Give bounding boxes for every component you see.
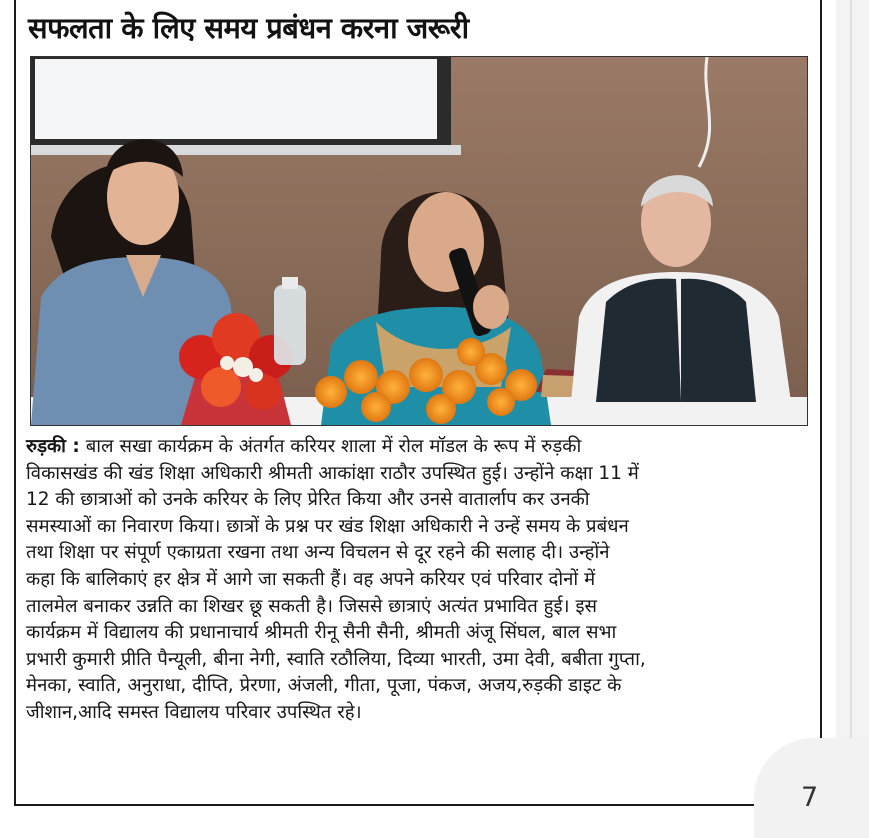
article-line: तालमेल बनाकर उन्नति का शिखर छू सकती है। जिससे छात्राएं अत्यंत प्रभावित हुई। इस xyxy=(26,595,598,617)
headline: सफलता के लिए समय प्रबंधन करना जरूरी xyxy=(28,11,469,45)
page-number: 7 xyxy=(801,782,819,813)
adjacent-page-strip xyxy=(836,0,869,812)
article-line-text: बाल सखा कार्यक्रम के अंतर्गत करियर शाला में रोल मॉडल के रूप में रुड़की xyxy=(79,436,582,457)
article-line: समस्याओं का निवारण किया। छात्रों के प्रश्न पर खंड शिक्षा अधिकारी ने उन्हें समय के प्रबंधन xyxy=(26,515,629,537)
article-line: कहा कि बालिकाएं हर क्षेत्र में आगे जा सकती हैं। वह अपने करियर एवं परिवार दोनों में xyxy=(26,568,596,590)
article-line: मेनका, स्वाति, अनुराधा, दीप्ति, प्रेरणा, अंजली, गीता, पूजा, पंकज, अजय,रुड़की डाइट के xyxy=(26,675,622,697)
photo-illustration xyxy=(31,57,807,425)
dateline: रुड़की : xyxy=(26,436,80,457)
news-clipping xyxy=(14,0,822,806)
news-photo xyxy=(30,56,808,426)
article-line: तथा शिक्षा पर संपूर्ण एकाग्रता रखना तथा अन्य विचलन से दूर रहने की सलाह दी। उन्होंने xyxy=(26,542,610,564)
article-line: प्रभारी कुमारी प्रीति पैन्यूली, बीना नेगी, स्वाति रठौलिया, दिव्या भारती, उमा देवी, बबीता गुप्ता, xyxy=(26,648,646,670)
projector-screen xyxy=(31,57,461,155)
article-line xyxy=(26,434,816,461)
article-line: जीशान,आदि समस्त विद्यालय परिवार उपस्थित रहे। xyxy=(26,701,362,723)
water-bottle xyxy=(274,277,306,365)
article-body xyxy=(26,434,816,802)
article-line: विकासखंड की खंड शिक्षा अधिकारी श्रीमती आकांक्षा राठौर उपस्थित हुई। उन्होंने कक्षा 11 में xyxy=(26,462,639,484)
article-line: कार्यक्रम में विद्यालय की प्रधानाचार्य श्रीमती रीनू सैनी सैनी, श्रीमती अंजू सिंघल, बाल सभा xyxy=(26,622,617,644)
article-line: 12 की छात्राओं को उनके करियर के लिए प्रेरित किया और उनसे वातार्लाप कर उनकी xyxy=(26,489,590,511)
page-edge xyxy=(850,0,852,812)
